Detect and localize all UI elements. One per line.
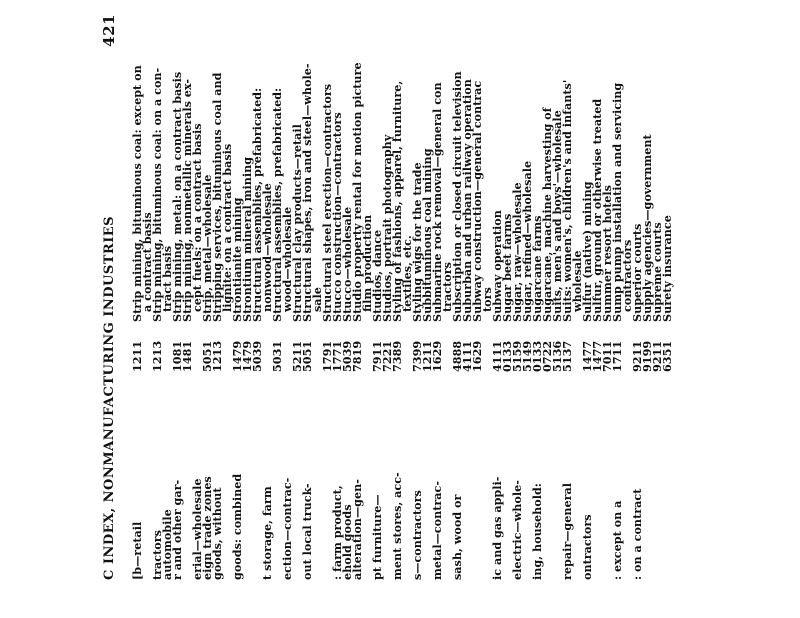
industry-description: textiles, etc. [400,235,414,312]
industry-description: Sugar, raw—wholesale [510,182,524,322]
industry-description: Studios, portrait photography [380,134,394,322]
industry-description: film production [360,214,374,312]
sic-code: 5137 [560,340,574,372]
industry-description: Suits: women's, children's and infants' [560,79,574,322]
sic-code: 7819 [350,340,364,372]
industry-description: Subbituminous coal mining [420,148,434,322]
industry-description: Summer resort hotels [600,185,614,322]
sic-code: 0133 [500,340,514,372]
sic-code: 1477 [590,340,604,372]
sic-code: 5136 [550,340,564,372]
sic-code: 6351 [660,340,674,372]
industry-description: Structural clay products—retail [290,124,304,322]
previous-column-fragment: ehold goods [340,504,354,580]
industry-description: sale [310,287,324,312]
sic-code: 5031 [270,340,284,372]
sic-code: 1771 [330,340,344,372]
industry-description: Structural assemblies, prefabricated: [270,87,284,322]
previous-column-fragment: pt furniture— [370,494,384,580]
sic-code: 1213 [210,340,224,372]
previous-column-fragment: out local truck- [300,483,314,580]
previous-column-fragment: tractors [150,530,164,580]
previous-column-fragment: metal—contrac- [430,481,444,580]
sic-code: 1711 [610,340,624,372]
industry-description: Suits, men's and boys'—wholesale [550,110,564,322]
industry-description: Surety insurance [660,215,674,322]
industry-description: Studios, dance [370,229,384,322]
sic-code: 7011 [600,340,614,372]
industry-description: Subscription or closed circuit television [450,71,464,322]
previous-column-fragment: repair—general [560,482,574,580]
sic-code: 1211 [130,340,144,372]
sic-code: 5211 [290,340,304,372]
sic-code: 1479 [240,340,254,372]
industry-description: Sugar, refined—wholesale [520,160,534,322]
industry-description: Subway operation [490,210,504,322]
sic-code: 5039 [340,340,354,372]
page-header [100,10,124,580]
previous-column-fragment: : except on a [610,500,624,580]
industry-description: Structural steel erection—contractors [320,83,334,322]
sic-code: 9211 [650,340,664,372]
previous-column-fragment: goods: combined [230,473,244,580]
industry-description: Stripping services, bituminous coal and [210,72,224,322]
industry-description: Structural assemblies, prefabricated: [250,87,264,322]
industry-description: Sugarcane, machine harvesting of [540,107,554,322]
previous-column-fragment: goods, without [210,487,224,580]
industry-description: Sugar beet farms [500,213,514,322]
industry-description: Supply agencies—government [640,134,654,322]
previous-column-fragment: t storage, farm [260,486,274,580]
sic-code: 1481 [180,340,194,372]
previous-column-fragment: ontractors [580,514,594,580]
sic-code: 7389 [390,340,404,372]
industry-description: wholesale [570,250,584,312]
sic-code: 1477 [580,340,594,372]
industry-description: Submarine rock removal—general con [430,82,444,322]
rotated-index-page [100,10,674,580]
sic-code: 7399 [410,340,424,372]
industry-description: Strip mining, bituminous coal: except on [130,65,144,322]
previous-column-fragment: : on a contract [630,488,644,580]
sic-code: 1081 [170,340,184,372]
industry-description: Superior courts [630,223,644,322]
previous-column-fragment: alteration—gen- [350,479,364,580]
sic-code: 4111 [490,340,504,372]
index-row [660,10,675,580]
sic-code: 0133 [530,340,544,372]
page-number: 421 [100,14,118,47]
sic-code: 7911 [370,340,384,372]
industry-description: Strontianite mining [230,197,244,322]
industry-description: contractors [620,239,634,312]
previous-column-fragment: r and other gar- [170,479,184,580]
sic-code: 9199 [640,340,654,372]
previous-column-fragment: eign trade zones [200,476,214,580]
sic-code: 9211 [630,340,644,372]
industry-description: Styling wigs for the trade [410,162,424,322]
industry-description: Strip, metal—wholesale [200,174,214,322]
industry-description: tractors [440,262,454,312]
industry-description: Strip mining, nonmetallic minerals ex- [180,78,194,322]
industry-description: tors [480,287,494,312]
industry-description: Structural shapes, iron and steel—whole- [300,63,314,322]
previous-column-fragment: s—contractors [410,490,424,580]
industry-description: lignite: on a contract basis [220,143,234,312]
industry-description: nonwood—wholesale [260,183,274,312]
previous-column-fragment: ection—contrac- [280,477,294,580]
previous-column-fragment: sash, wood or [450,494,464,580]
industry-description: Studio property rental for motion picture [350,62,364,322]
sic-code: 1213 [150,340,164,372]
industry-description: Suburban and urban railway operation [460,79,474,322]
sic-code: 4888 [450,340,464,372]
sic-code: 1629 [470,340,484,372]
industry-description: Sugarcane farms [530,215,544,322]
previous-column-fragment: [b—retail [130,521,144,580]
running-title: C INDEX, NONMANUFACTURING INDUSTRIES [102,215,117,580]
industry-description: Sulfur, ground or otherwise treated [590,98,604,322]
industry-description: Strontium mineral mining [240,156,254,322]
sic-code: 4111 [460,340,474,372]
industry-description: Stucco construction—contractors [330,112,344,322]
sic-code: 5051 [200,340,214,372]
previous-column-fragment: ing, household: [530,483,544,580]
sic-code: 1479 [230,340,244,372]
previous-column-fragment: ment stores, acc- [390,472,404,580]
industry-description: Subway construction—general contrac [470,80,484,322]
sic-code: 1791 [320,340,334,372]
sic-code: 5051 [300,340,314,372]
previous-column-fragment: electric—whole- [510,480,524,580]
sic-code: 7221 [380,340,394,372]
previous-column-fragment: erial—wholesale [190,478,204,580]
sic-code: 5039 [250,340,264,372]
industry-description: cept fuels: on a contract basis [190,123,204,312]
industry-description: Stucco—wholesale [340,206,354,322]
previous-column-fragment: automobile [160,509,174,580]
sic-code: 5149 [520,340,534,372]
sic-code: 5159 [510,340,524,372]
sic-code: 1211 [420,340,434,372]
industry-description: Strip mining, bituminous coal: on a con- [150,67,164,322]
sic-code: 0722 [540,340,554,372]
industry-description: wood—wholesale [280,206,294,312]
previous-column-fragment: ic and gas appli- [490,476,504,580]
industry-description: Styling of fashions, apparel, furniture, [390,80,404,322]
industry-description: a contract basis [140,212,154,312]
industry-description: Strip mining, metal: on a contract basis [170,71,184,322]
previous-column-fragment: : farm product, [330,485,344,580]
industry-description: Supreme courts [650,222,664,322]
sic-code: 1629 [430,340,444,372]
industry-description: tract basis [160,245,174,312]
industry-description: Sump pump installation and servicing [610,82,624,322]
industry-description: Sulfur (native) mining [580,181,594,322]
